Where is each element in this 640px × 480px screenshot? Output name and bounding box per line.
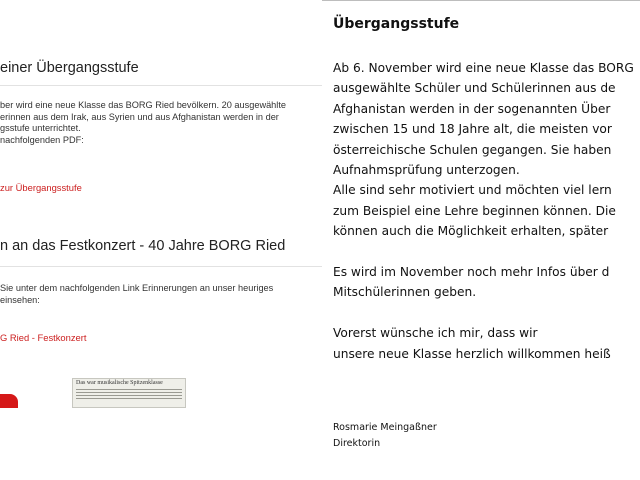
body-line: österreichische Schulen gegangen. Sie haben (333, 142, 612, 157)
body-line: Mitschülerinnen geben. (333, 285, 477, 300)
red-graphic (0, 394, 18, 408)
document-page (322, 0, 640, 480)
festkonzert-link[interactable]: G Ried - Festkonzert (0, 332, 87, 343)
body-line: Ab 6. November wird eine neue Klasse das BORG (333, 61, 634, 75)
page-top-border (322, 0, 640, 1)
divider (0, 85, 322, 86)
document-title: Übergangsstufe (333, 16, 460, 32)
signature-role: Direktorin (333, 438, 381, 449)
teaser-line: Sie unter dem nachfolgenden Link Erinnerungen an unser heuriges (0, 283, 274, 293)
teaser-line: erinnen aus dem Irak, aus Syrien und aus Afghanistan werden in der (0, 111, 279, 122)
body-line: unsere neue Klasse herzlich willkommen heiß (333, 346, 611, 361)
news-title-festkonzert: n an das Festkonzert - 40 Jahre BORG Ried (0, 238, 286, 254)
teaser-line: ber wird eine neue Klasse das BORG Ried bevölkern. 20 ausgewählte (0, 100, 286, 110)
body-line: ausgewählte Schüler und Schülerinnen aus de (333, 81, 616, 96)
body-line: Afghanistan werden in der sogenannten Über (333, 101, 611, 116)
news-title-uebergangsstufe: einer Übergangsstufe (0, 60, 139, 76)
teaser-line: gsstufe unterrichtet. (0, 123, 81, 133)
body-line: zum Beispiel eine Lehre beginnen können. Die (333, 203, 616, 218)
body-line: können auch die Möglichkeit erhalten, später (333, 224, 609, 239)
news-teaser-uebergangsstufe (0, 100, 322, 146)
pdf-link-uebergangsstufe[interactable]: zur Übergangsstufe (0, 182, 82, 193)
teaser-line: einsehen: (0, 294, 40, 305)
thumbnail-caption: Das war musikalische Spitzenklasse (76, 380, 163, 386)
divider (0, 266, 322, 267)
paragraph-gap (333, 303, 640, 323)
signature-block (333, 420, 437, 452)
body-line: Es wird im November noch mehr Infos über d (333, 265, 610, 280)
body-line: Vorerst wünsche ich mir, dass wir (333, 326, 538, 341)
paragraph-gap (333, 242, 640, 262)
newspaper-clipping-thumbnail[interactable] (72, 378, 186, 408)
teaser-line: nachfolgenden PDF: (0, 134, 84, 145)
thumbnail-text-lines (73, 389, 185, 399)
signature-name: Rosmarie Meingaßner (333, 422, 437, 433)
body-line: zwischen 15 und 18 Jahre alt, die meisten vor (333, 122, 612, 137)
document-body (333, 58, 640, 364)
body-line: Aufnahmsprüfung unterzogen. (333, 163, 520, 178)
body-line: Alle sind sehr motiviert und möchten viel lern (333, 183, 612, 198)
news-teaser-festkonzert (0, 283, 322, 306)
